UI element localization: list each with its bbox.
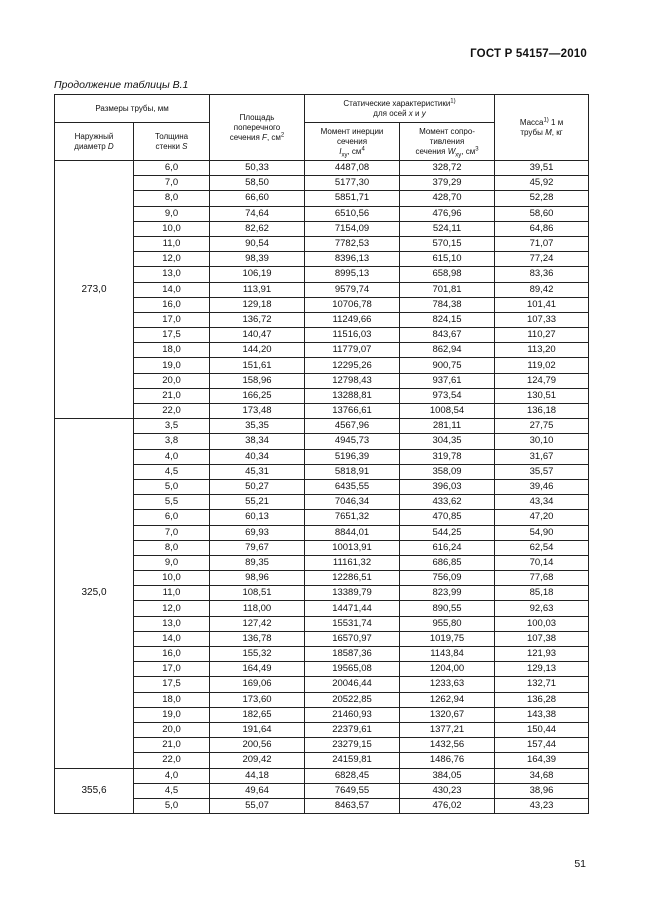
mass-cell: 107,38 [495, 631, 589, 646]
wall-thickness-cell: 3,8 [134, 434, 210, 449]
header-section-modulus: Момент сопро- тивления сечения $W_{xy}$, $см^3$ [400, 123, 495, 161]
area-cell: 182,65 [210, 707, 305, 722]
area-cell: 66,60 [210, 191, 305, 206]
modulus-cell: 544,25 [400, 525, 495, 540]
table-row [55, 768, 589, 783]
inertia-cell: 7651,32 [305, 510, 400, 525]
modulus-cell: 1320,67 [400, 707, 495, 722]
inertia-cell: 12286,51 [305, 571, 400, 586]
inertia-cell: 11779,07 [305, 343, 400, 358]
table-row [55, 571, 589, 586]
modulus-cell: 756,09 [400, 571, 495, 586]
area-cell: 173,60 [210, 692, 305, 707]
inertia-cell: 11249,66 [305, 312, 400, 327]
mass-cell: 157,44 [495, 738, 589, 753]
area-cell: 200,56 [210, 738, 305, 753]
wall-thickness-cell: 17,0 [134, 312, 210, 327]
mass-cell: 100,03 [495, 616, 589, 631]
table-row [55, 616, 589, 631]
mass-cell: 30,10 [495, 434, 589, 449]
modulus-cell: 1204,00 [400, 662, 495, 677]
wall-thickness-cell: 5,0 [134, 479, 210, 494]
page-number: 51 [574, 858, 586, 870]
standard-code: ГОСТ Р 54157—2010 [470, 48, 587, 60]
area-cell: 136,78 [210, 631, 305, 646]
area-cell: 158,96 [210, 373, 305, 388]
inertia-cell: 8995,13 [305, 267, 400, 282]
table-row [55, 495, 589, 510]
mass-cell: 77,24 [495, 252, 589, 267]
wall-thickness-cell: 13,0 [134, 616, 210, 631]
modulus-cell: 396,03 [400, 479, 495, 494]
mass-cell: 47,20 [495, 510, 589, 525]
mass-cell: 27,75 [495, 419, 589, 434]
table-row [55, 328, 589, 343]
table-row [55, 404, 589, 419]
wall-thickness-cell: 20,0 [134, 722, 210, 737]
inertia-cell: 9579,74 [305, 282, 400, 297]
modulus-cell: 433,62 [400, 495, 495, 510]
mass-cell: 77,68 [495, 571, 589, 586]
mass-cell: 54,90 [495, 525, 589, 540]
header-moment-of-inertia: Момент инерции сечения $I_{xy}$, $см^4$ [305, 123, 400, 161]
table-row [55, 252, 589, 267]
inertia-cell: 11516,03 [305, 328, 400, 343]
modulus-cell: 1019,75 [400, 631, 495, 646]
table-row [55, 464, 589, 479]
modulus-cell: 937,61 [400, 373, 495, 388]
inertia-cell: 6828,45 [305, 768, 400, 783]
modulus-cell: 686,85 [400, 555, 495, 570]
mass-cell: 129,13 [495, 662, 589, 677]
inertia-cell: 20046,44 [305, 677, 400, 692]
wall-thickness-cell: 6,0 [134, 161, 210, 176]
mass-cell: 62,54 [495, 540, 589, 555]
inertia-cell: 4945,73 [305, 434, 400, 449]
wall-thickness-cell: 14,0 [134, 631, 210, 646]
mass-cell: 92,63 [495, 601, 589, 616]
inertia-cell: 7782,53 [305, 236, 400, 251]
area-cell: 209,42 [210, 753, 305, 768]
wall-thickness-cell: 18,0 [134, 343, 210, 358]
modulus-cell: 379,29 [400, 176, 495, 191]
modulus-cell: 319,78 [400, 449, 495, 464]
area-cell: 82,62 [210, 221, 305, 236]
mass-cell: 39,46 [495, 479, 589, 494]
modulus-cell: 304,35 [400, 434, 495, 449]
wall-thickness-cell: 4,5 [134, 464, 210, 479]
modulus-cell: 470,85 [400, 510, 495, 525]
inertia-cell: 12798,43 [305, 373, 400, 388]
mass-cell: 70,14 [495, 555, 589, 570]
mass-cell: 35,57 [495, 464, 589, 479]
table-caption: Продолжение таблицы В.1 [54, 79, 189, 91]
inertia-cell: 16570,97 [305, 631, 400, 646]
wall-thickness-cell: 12,0 [134, 252, 210, 267]
header-mass: Масса$^{1)}$ 1 м трубы M, кг [495, 95, 589, 161]
table-row [55, 161, 589, 176]
wall-thickness-cell: 22,0 [134, 404, 210, 419]
inertia-cell: 4567,96 [305, 419, 400, 434]
header-cross-section-area: Площадь поперечного сечения F, $см^2$ [210, 95, 305, 161]
table-row [55, 601, 589, 616]
table-row [55, 631, 589, 646]
area-cell: 45,31 [210, 464, 305, 479]
area-cell: 90,54 [210, 236, 305, 251]
table-row [55, 449, 589, 464]
wall-thickness-cell: 7,0 [134, 525, 210, 540]
wall-thickness-cell: 11,0 [134, 236, 210, 251]
table-row [55, 677, 589, 692]
modulus-cell: 430,23 [400, 783, 495, 798]
wall-thickness-cell: 9,0 [134, 555, 210, 570]
mass-cell: 136,28 [495, 692, 589, 707]
wall-thickness-cell: 18,0 [134, 692, 210, 707]
table-row [55, 738, 589, 753]
inertia-cell: 13766,61 [305, 404, 400, 419]
area-cell: 35,35 [210, 419, 305, 434]
table-row [55, 510, 589, 525]
table-row [55, 206, 589, 221]
wall-thickness-cell: 4,0 [134, 449, 210, 464]
mass-cell: 121,93 [495, 647, 589, 662]
wall-thickness-cell: 21,0 [134, 388, 210, 403]
area-cell: 50,33 [210, 161, 305, 176]
inertia-cell: 18587,36 [305, 647, 400, 662]
inertia-cell: 20522,85 [305, 692, 400, 707]
area-cell: 118,00 [210, 601, 305, 616]
area-cell: 50,27 [210, 479, 305, 494]
table-header [55, 95, 589, 161]
mass-cell: 39,51 [495, 161, 589, 176]
modulus-cell: 1432,56 [400, 738, 495, 753]
table-row [55, 419, 589, 434]
inertia-cell: 4487,08 [305, 161, 400, 176]
inertia-cell: 8396,13 [305, 252, 400, 267]
mass-cell: 64,86 [495, 221, 589, 236]
inertia-cell: 8463,57 [305, 798, 400, 813]
inertia-cell: 5818,91 [305, 464, 400, 479]
wall-thickness-cell: 20,0 [134, 373, 210, 388]
area-cell: 58,50 [210, 176, 305, 191]
mass-cell: 83,36 [495, 267, 589, 282]
inertia-cell: 13288,81 [305, 388, 400, 403]
table-row [55, 555, 589, 570]
mass-cell: 119,02 [495, 358, 589, 373]
table-row [55, 236, 589, 251]
wall-thickness-cell: 17,5 [134, 328, 210, 343]
mass-cell: 85,18 [495, 586, 589, 601]
wall-thickness-cell: 5,0 [134, 798, 210, 813]
mass-cell: 164,39 [495, 753, 589, 768]
inertia-cell: 5196,39 [305, 449, 400, 464]
mass-cell: 58,60 [495, 206, 589, 221]
wall-thickness-cell: 14,0 [134, 282, 210, 297]
mass-cell: 34,68 [495, 768, 589, 783]
modulus-cell: 1143,84 [400, 647, 495, 662]
modulus-cell: 1486,76 [400, 753, 495, 768]
area-cell: 166,25 [210, 388, 305, 403]
table-row [55, 373, 589, 388]
modulus-cell: 890,55 [400, 601, 495, 616]
modulus-cell: 1233,63 [400, 677, 495, 692]
pipe-properties-table [54, 94, 589, 814]
modulus-cell: 616,24 [400, 540, 495, 555]
table-row [55, 692, 589, 707]
modulus-cell: 328,72 [400, 161, 495, 176]
inertia-cell: 14471,44 [305, 601, 400, 616]
table-row [55, 388, 589, 403]
table-row [55, 176, 589, 191]
area-cell: 55,07 [210, 798, 305, 813]
wall-thickness-cell: 7,0 [134, 176, 210, 191]
table-row [55, 753, 589, 768]
inertia-cell: 8844,01 [305, 525, 400, 540]
modulus-cell: 823,99 [400, 586, 495, 601]
mass-cell: 132,71 [495, 677, 589, 692]
area-cell: 136,72 [210, 312, 305, 327]
inertia-cell: 15531,74 [305, 616, 400, 631]
area-cell: 38,34 [210, 434, 305, 449]
inertia-cell: 7154,09 [305, 221, 400, 236]
table-row [55, 662, 589, 677]
wall-thickness-cell: 21,0 [134, 738, 210, 753]
inertia-cell: 10706,78 [305, 297, 400, 312]
modulus-cell: 1377,21 [400, 722, 495, 737]
area-cell: 40,34 [210, 449, 305, 464]
mass-cell: 89,42 [495, 282, 589, 297]
table-body [55, 161, 589, 814]
mass-cell: 136,18 [495, 404, 589, 419]
area-cell: 98,96 [210, 571, 305, 586]
area-cell: 173,48 [210, 404, 305, 419]
table-row [55, 191, 589, 206]
modulus-cell: 955,80 [400, 616, 495, 631]
inertia-cell: 22379,61 [305, 722, 400, 737]
area-cell: 55,21 [210, 495, 305, 510]
wall-thickness-cell: 16,0 [134, 647, 210, 662]
area-cell: 44,18 [210, 768, 305, 783]
mass-cell: 71,07 [495, 236, 589, 251]
modulus-cell: 862,94 [400, 343, 495, 358]
wall-thickness-cell: 8,0 [134, 191, 210, 206]
inertia-cell: 10013,91 [305, 540, 400, 555]
modulus-cell: 1008,54 [400, 404, 495, 419]
modulus-cell: 843,67 [400, 328, 495, 343]
area-cell: 108,51 [210, 586, 305, 601]
area-cell: 60,13 [210, 510, 305, 525]
area-cell: 164,49 [210, 662, 305, 677]
mass-cell: 150,44 [495, 722, 589, 737]
area-cell: 79,67 [210, 540, 305, 555]
modulus-cell: 615,10 [400, 252, 495, 267]
table-row [55, 267, 589, 282]
mass-cell: 38,96 [495, 783, 589, 798]
modulus-cell: 476,02 [400, 798, 495, 813]
wall-thickness-cell: 12,0 [134, 601, 210, 616]
mass-cell: 43,23 [495, 798, 589, 813]
mass-cell: 107,33 [495, 312, 589, 327]
wall-thickness-cell: 13,0 [134, 267, 210, 282]
header-pipe-dimensions: Размеры трубы, мм [55, 95, 210, 123]
table-row [55, 647, 589, 662]
inertia-cell: 19565,08 [305, 662, 400, 677]
mass-cell: 130,51 [495, 388, 589, 403]
mass-cell: 31,67 [495, 449, 589, 464]
outer-diameter-cell: 325,0 [55, 419, 134, 768]
mass-cell: 52,28 [495, 191, 589, 206]
area-cell: 74,64 [210, 206, 305, 221]
inertia-cell: 5851,71 [305, 191, 400, 206]
inertia-cell: 13389,79 [305, 586, 400, 601]
area-cell: 129,18 [210, 297, 305, 312]
table-row [55, 343, 589, 358]
wall-thickness-cell: 3,5 [134, 419, 210, 434]
outer-diameter-cell: 273,0 [55, 161, 134, 419]
table-row [55, 479, 589, 494]
modulus-cell: 1262,94 [400, 692, 495, 707]
mass-cell: 110,27 [495, 328, 589, 343]
modulus-cell: 358,09 [400, 464, 495, 479]
wall-thickness-cell: 19,0 [134, 707, 210, 722]
modulus-cell: 900,75 [400, 358, 495, 373]
mass-cell: 43,34 [495, 495, 589, 510]
modulus-cell: 570,15 [400, 236, 495, 251]
area-cell: 113,91 [210, 282, 305, 297]
wall-thickness-cell: 17,0 [134, 662, 210, 677]
inertia-cell: 24159,81 [305, 753, 400, 768]
wall-thickness-cell: 4,5 [134, 783, 210, 798]
inertia-cell: 7046,34 [305, 495, 400, 510]
mass-cell: 124,79 [495, 373, 589, 388]
area-cell: 127,42 [210, 616, 305, 631]
area-cell: 155,32 [210, 647, 305, 662]
mass-cell: 143,38 [495, 707, 589, 722]
wall-thickness-cell: 17,5 [134, 677, 210, 692]
mass-cell: 113,20 [495, 343, 589, 358]
area-cell: 98,39 [210, 252, 305, 267]
area-cell: 106,19 [210, 267, 305, 282]
table-row [55, 434, 589, 449]
wall-thickness-cell: 4,0 [134, 768, 210, 783]
area-cell: 144,20 [210, 343, 305, 358]
inertia-cell: 6510,56 [305, 206, 400, 221]
area-cell: 151,61 [210, 358, 305, 373]
inertia-cell: 12295,26 [305, 358, 400, 373]
header-outer-diameter: Наружный диаметр D [55, 123, 134, 161]
wall-thickness-cell: 9,0 [134, 206, 210, 221]
inertia-cell: 21460,93 [305, 707, 400, 722]
area-cell: 89,35 [210, 555, 305, 570]
outer-diameter-cell: 355,6 [55, 768, 134, 814]
wall-thickness-cell: 16,0 [134, 297, 210, 312]
header-static-characteristics: Статические характеристики$^{1)}$ для осей x и y [305, 95, 495, 123]
inertia-cell: 23279,15 [305, 738, 400, 753]
wall-thickness-cell: 5,5 [134, 495, 210, 510]
modulus-cell: 701,81 [400, 282, 495, 297]
table-row [55, 525, 589, 540]
mass-cell: 45,92 [495, 176, 589, 191]
table-row [55, 282, 589, 297]
area-cell: 140,47 [210, 328, 305, 343]
mass-cell: 101,41 [495, 297, 589, 312]
area-cell: 49,64 [210, 783, 305, 798]
inertia-cell: 5177,30 [305, 176, 400, 191]
table-row [55, 722, 589, 737]
wall-thickness-cell: 6,0 [134, 510, 210, 525]
table-row [55, 783, 589, 798]
wall-thickness-cell: 8,0 [134, 540, 210, 555]
table-row [55, 707, 589, 722]
header-wall-thickness: Толщина стенки S [134, 123, 210, 161]
inertia-cell: 11161,32 [305, 555, 400, 570]
wall-thickness-cell: 10,0 [134, 571, 210, 586]
inertia-cell: 7649,55 [305, 783, 400, 798]
modulus-cell: 658,98 [400, 267, 495, 282]
table-row [55, 586, 589, 601]
area-cell: 69,93 [210, 525, 305, 540]
table-row [55, 221, 589, 236]
modulus-cell: 384,05 [400, 768, 495, 783]
wall-thickness-cell: 10,0 [134, 221, 210, 236]
wall-thickness-cell: 19,0 [134, 358, 210, 373]
area-cell: 169,06 [210, 677, 305, 692]
modulus-cell: 824,15 [400, 312, 495, 327]
wall-thickness-cell: 22,0 [134, 753, 210, 768]
modulus-cell: 973,54 [400, 388, 495, 403]
table-row [55, 540, 589, 555]
modulus-cell: 428,70 [400, 191, 495, 206]
table-row [55, 798, 589, 813]
inertia-cell: 6435,55 [305, 479, 400, 494]
modulus-cell: 784,38 [400, 297, 495, 312]
table-row [55, 358, 589, 373]
area-cell: 191,64 [210, 722, 305, 737]
table-row [55, 297, 589, 312]
modulus-cell: 281,11 [400, 419, 495, 434]
modulus-cell: 524,11 [400, 221, 495, 236]
wall-thickness-cell: 11,0 [134, 586, 210, 601]
table-row [55, 312, 589, 327]
modulus-cell: 476,96 [400, 206, 495, 221]
